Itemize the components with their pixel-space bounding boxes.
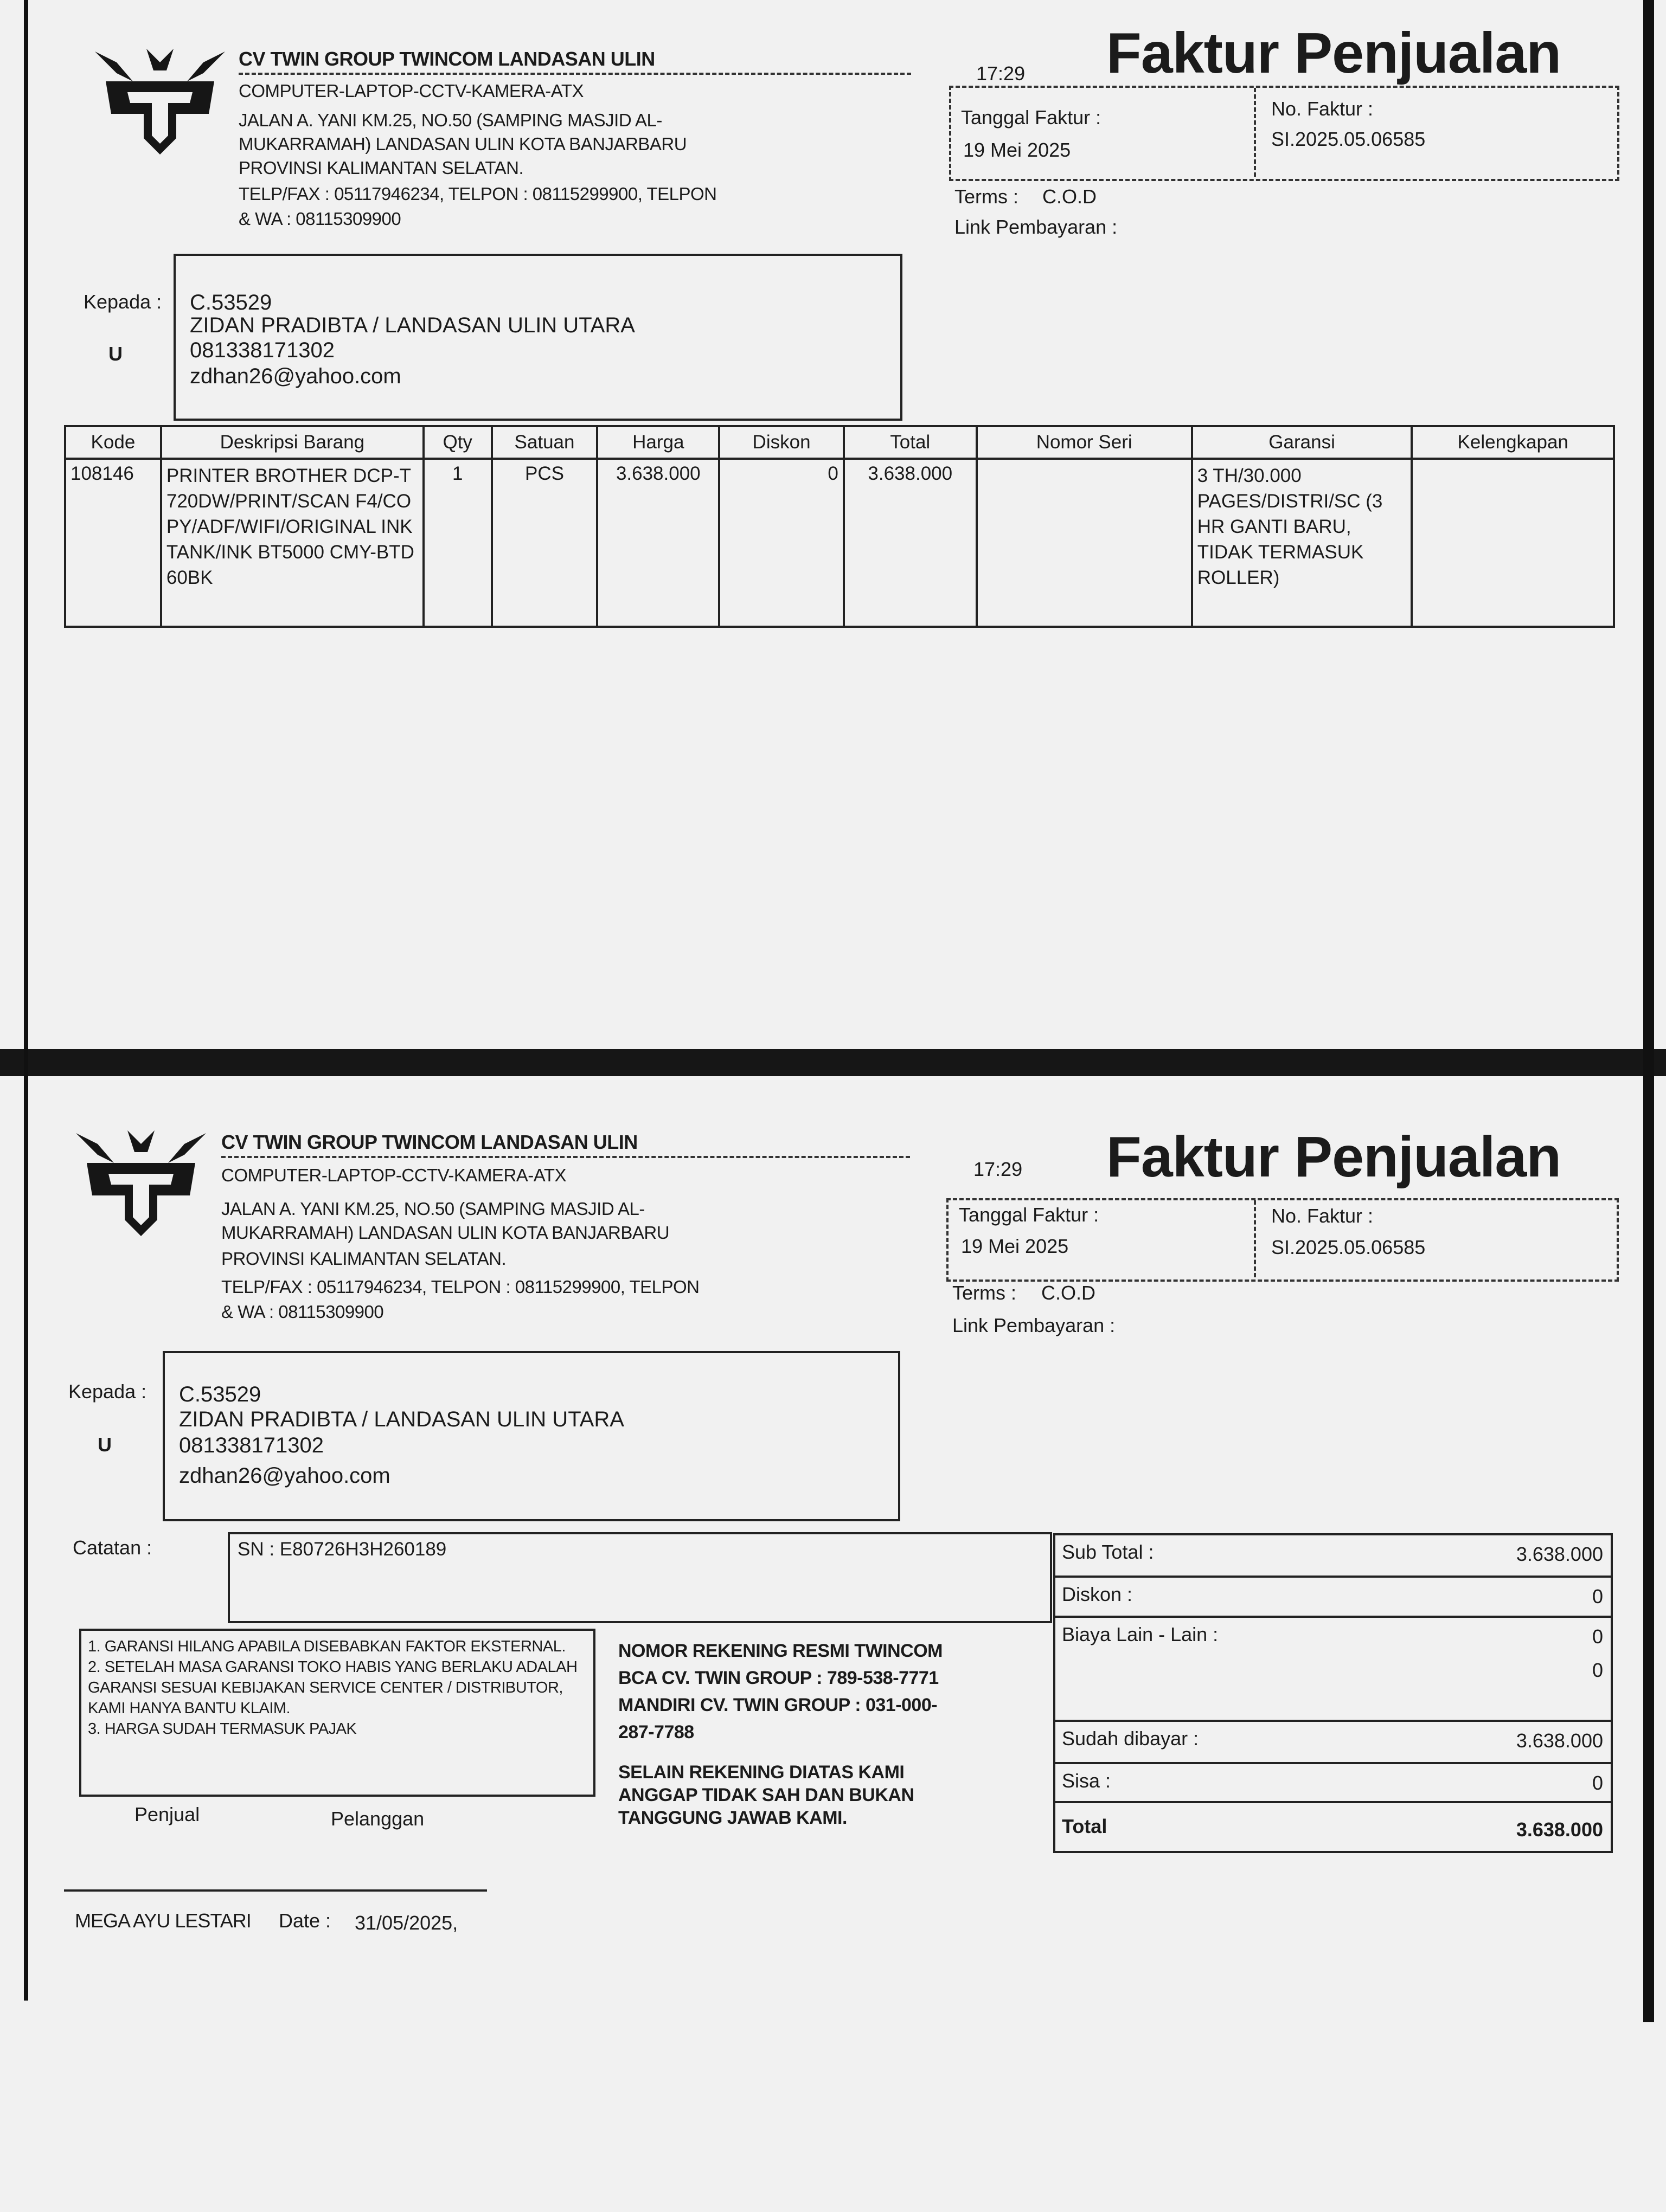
company-contact-1: TELP/FAX : 05117946234, TELPON : 08115299900, TELPON bbox=[221, 1277, 700, 1297]
company-tagline: COMPUTER-LAPTOP-CCTV-KAMERA-ATX bbox=[221, 1165, 567, 1185]
warranty-terms-box bbox=[79, 1629, 595, 1797]
bank-warning-1: SELAIN REKENING DIATAS KAMI bbox=[618, 1762, 905, 1783]
table-row bbox=[65, 459, 1614, 627]
subtotal-label: Sub Total : bbox=[1062, 1541, 1154, 1563]
terms-value: C.O.D bbox=[1042, 185, 1097, 208]
invoice-meta-separator bbox=[1254, 1200, 1256, 1277]
invoice-time: 17:29 bbox=[976, 62, 1026, 85]
col-header-satuan: Satuan bbox=[492, 426, 598, 459]
bank-bca: BCA CV. TWIN GROUP : 789-538-7771 bbox=[618, 1668, 939, 1688]
sheet-divider bbox=[0, 1049, 1666, 1076]
company-logo bbox=[95, 43, 225, 157]
customer-name: ZIDAN PRADIBTA / LANDASAN ULIN UTARA bbox=[190, 313, 635, 337]
paid-label: Sudah dibayar : bbox=[1062, 1727, 1199, 1750]
col-header-deskripsi: Deskripsi Barang bbox=[161, 426, 424, 459]
warranty-term-1: 1. GARANSI HILANG APABILA DISEBABKAN FAKTOR EKSTERNAL. bbox=[88, 1638, 566, 1655]
other-fees-value-2: 0 bbox=[1592, 1659, 1603, 1681]
items-table bbox=[64, 425, 1615, 628]
customer-email: zdhan26@yahoo.com bbox=[190, 364, 401, 388]
notes-label: Catatan : bbox=[73, 1536, 152, 1559]
col-header-diskon: Diskon bbox=[719, 426, 844, 459]
customer-label-sub: U bbox=[98, 1433, 112, 1456]
col-header-nomor-seri: Nomor Seri bbox=[977, 426, 1192, 459]
cell-kelengkapan bbox=[1412, 459, 1614, 627]
print-date-label: Date : bbox=[279, 1909, 331, 1932]
bank-warning-2: ANGGAP TIDAK SAH DAN BUKAN bbox=[618, 1785, 914, 1805]
warranty-term-3: 3. HARGA SUDAH TERMASUK PAJAK bbox=[88, 1720, 357, 1738]
header-bottom bbox=[0, 1095, 1666, 1540]
bank-heading: NOMOR REKENING RESMI TWINCOM bbox=[618, 1641, 943, 1661]
company-contact-2: & WA : 08115309900 bbox=[239, 209, 401, 229]
cell-deskripsi: PRINTER BROTHER DCP-T720DW/PRINT/SCAN F4/COPY/ADF/WIFI/ORIGINAL INK TANK/INK BT5000 CMY-BTD60BK bbox=[161, 459, 424, 627]
company-address-2: MUKARRAMAH) LANDASAN ULIN KOTA BANJARBARU bbox=[221, 1223, 670, 1243]
company-address-3: PROVINSI KALIMANTAN SELATAN. bbox=[239, 158, 524, 178]
company-contact-1: TELP/FAX : 05117946234, TELPON : 08115299900, TELPON bbox=[239, 184, 717, 204]
customer-email: zdhan26@yahoo.com bbox=[179, 1464, 390, 1488]
warranty-term-2: 2. SETELAH MASA GARANSI TOKO HABIS YANG BERLAKU ADALAH GARANSI SESUAI KEBIJAKAN SERVICE CENTER / DISTRIBUTOR, KAMI HANYA BANTU KLAIM. bbox=[88, 1658, 578, 1717]
payment-link-label: Link Pembayaran : bbox=[952, 1314, 1116, 1336]
cell-garansi: 3 TH/30.000 PAGES/DISTRI/SC (3 HR GANTI BARU, TIDAK TERMASUK ROLLER) bbox=[1192, 459, 1412, 627]
cell-diskon: 0 bbox=[719, 459, 844, 627]
total-label: Total bbox=[1062, 1815, 1107, 1837]
customer-label: Kepada : bbox=[68, 1380, 147, 1403]
header-top bbox=[0, 0, 1666, 434]
customer-code: C.53529 bbox=[190, 291, 272, 314]
items-table-header bbox=[65, 426, 1614, 459]
invoice-meta-separator bbox=[1254, 88, 1256, 177]
customer-phone: 081338171302 bbox=[190, 338, 335, 362]
invoice-number: SI.2025.05.06585 bbox=[1271, 128, 1426, 150]
company-logo bbox=[76, 1125, 206, 1239]
customer-code: C.53529 bbox=[179, 1382, 261, 1406]
col-header-harga: Harga bbox=[597, 426, 719, 459]
signature-line bbox=[64, 1889, 487, 1892]
cell-nomor-seri bbox=[977, 459, 1192, 627]
notes-value: SN : E80726H3H260189 bbox=[238, 1539, 447, 1560]
cell-kode: 108146 bbox=[65, 459, 161, 627]
company-tagline: COMPUTER-LAPTOP-CCTV-KAMERA-ATX bbox=[239, 81, 584, 101]
invoice-date-label: Tanggal Faktur : bbox=[961, 106, 1101, 128]
col-header-kelengkapan: Kelengkapan bbox=[1412, 426, 1614, 459]
terms-label: Terms : bbox=[952, 1282, 1017, 1304]
bank-warning-3: TANGGUNG JAWAB KAMI. bbox=[618, 1808, 847, 1828]
invoice-date: 19 Mei 2025 bbox=[961, 1235, 1069, 1257]
remaining-label: Sisa : bbox=[1062, 1770, 1111, 1792]
summary-subtotal bbox=[1053, 1533, 1613, 1578]
col-header-garansi: Garansi bbox=[1192, 426, 1412, 459]
invoice-number: SI.2025.05.06585 bbox=[1271, 1236, 1426, 1258]
summary-remaining bbox=[1053, 1762, 1613, 1803]
bank-accounts bbox=[618, 1637, 1041, 1829]
terms-value: C.O.D bbox=[1041, 1282, 1096, 1304]
company-contact-2: & WA : 08115309900 bbox=[221, 1302, 384, 1322]
print-date: 31/05/2025, bbox=[355, 1912, 458, 1934]
total-value: 3.638.000 bbox=[1516, 1818, 1603, 1841]
company-address-1: JALAN A. YANI KM.25, NO.50 (SAMPING MASJID AL- bbox=[221, 1199, 645, 1219]
cell-qty: 1 bbox=[424, 459, 492, 627]
cell-harga: 3.638.000 bbox=[597, 459, 719, 627]
invoice-title: Faktur Penjualan bbox=[1106, 21, 1561, 85]
company-name: CV TWIN GROUP TWINCOM LANDASAN ULIN bbox=[239, 48, 911, 75]
cell-total: 3.638.000 bbox=[844, 459, 977, 627]
discount-label: Diskon : bbox=[1062, 1583, 1133, 1605]
other-fees-value-1: 0 bbox=[1592, 1625, 1603, 1648]
subtotal-value: 3.638.000 bbox=[1516, 1543, 1603, 1565]
bank-mandiri: MANDIRI CV. TWIN GROUP : 031-000- bbox=[618, 1695, 938, 1715]
customer-phone: 081338171302 bbox=[179, 1433, 324, 1457]
company-address-1: JALAN A. YANI KM.25, NO.50 (SAMPING MASJID AL- bbox=[239, 110, 662, 130]
cell-satuan: PCS bbox=[492, 459, 598, 627]
invoice-time: 17:29 bbox=[973, 1158, 1023, 1180]
col-header-qty: Qty bbox=[424, 426, 492, 459]
invoice-date: 19 Mei 2025 bbox=[963, 139, 1071, 161]
summary-other-fees bbox=[1053, 1616, 1613, 1722]
remaining-value: 0 bbox=[1592, 1772, 1603, 1794]
other-fees-label: Biaya Lain - Lain : bbox=[1062, 1623, 1219, 1645]
invoice-title: Faktur Penjualan bbox=[1106, 1125, 1561, 1189]
col-header-total: Total bbox=[844, 426, 977, 459]
summary-paid bbox=[1053, 1720, 1613, 1764]
summary-discount bbox=[1053, 1576, 1613, 1618]
customer-label-sub: U bbox=[108, 343, 123, 365]
invoice-number-label: No. Faktur : bbox=[1271, 98, 1374, 120]
customer-sign-label: Pelanggan bbox=[331, 1808, 425, 1830]
invoice-number-label: No. Faktur : bbox=[1271, 1205, 1374, 1227]
customer-name: ZIDAN PRADIBTA / LANDASAN ULIN UTARA bbox=[179, 1407, 624, 1431]
paid-value: 3.638.000 bbox=[1516, 1729, 1603, 1752]
customer-label: Kepada : bbox=[84, 291, 162, 313]
payment-link-label: Link Pembayaran : bbox=[954, 216, 1118, 238]
summary-total bbox=[1053, 1801, 1613, 1853]
col-header-kode: Kode bbox=[65, 426, 161, 459]
discount-value: 0 bbox=[1592, 1585, 1603, 1607]
company-name: CV TWIN GROUP TWINCOM LANDASAN ULIN bbox=[221, 1131, 910, 1158]
company-address-3: PROVINSI KALIMANTAN SELATAN. bbox=[221, 1249, 507, 1269]
seller-label: Penjual bbox=[134, 1803, 200, 1825]
bank-mandiri-cont: 287-7788 bbox=[618, 1722, 694, 1742]
invoice-date-label: Tanggal Faktur : bbox=[959, 1204, 1099, 1226]
company-address-2: MUKARRAMAH) LANDASAN ULIN KOTA BANJARBARU bbox=[239, 134, 687, 154]
terms-label: Terms : bbox=[954, 185, 1019, 208]
seller-name: MEGA AYU LESTARI bbox=[75, 1909, 251, 1932]
